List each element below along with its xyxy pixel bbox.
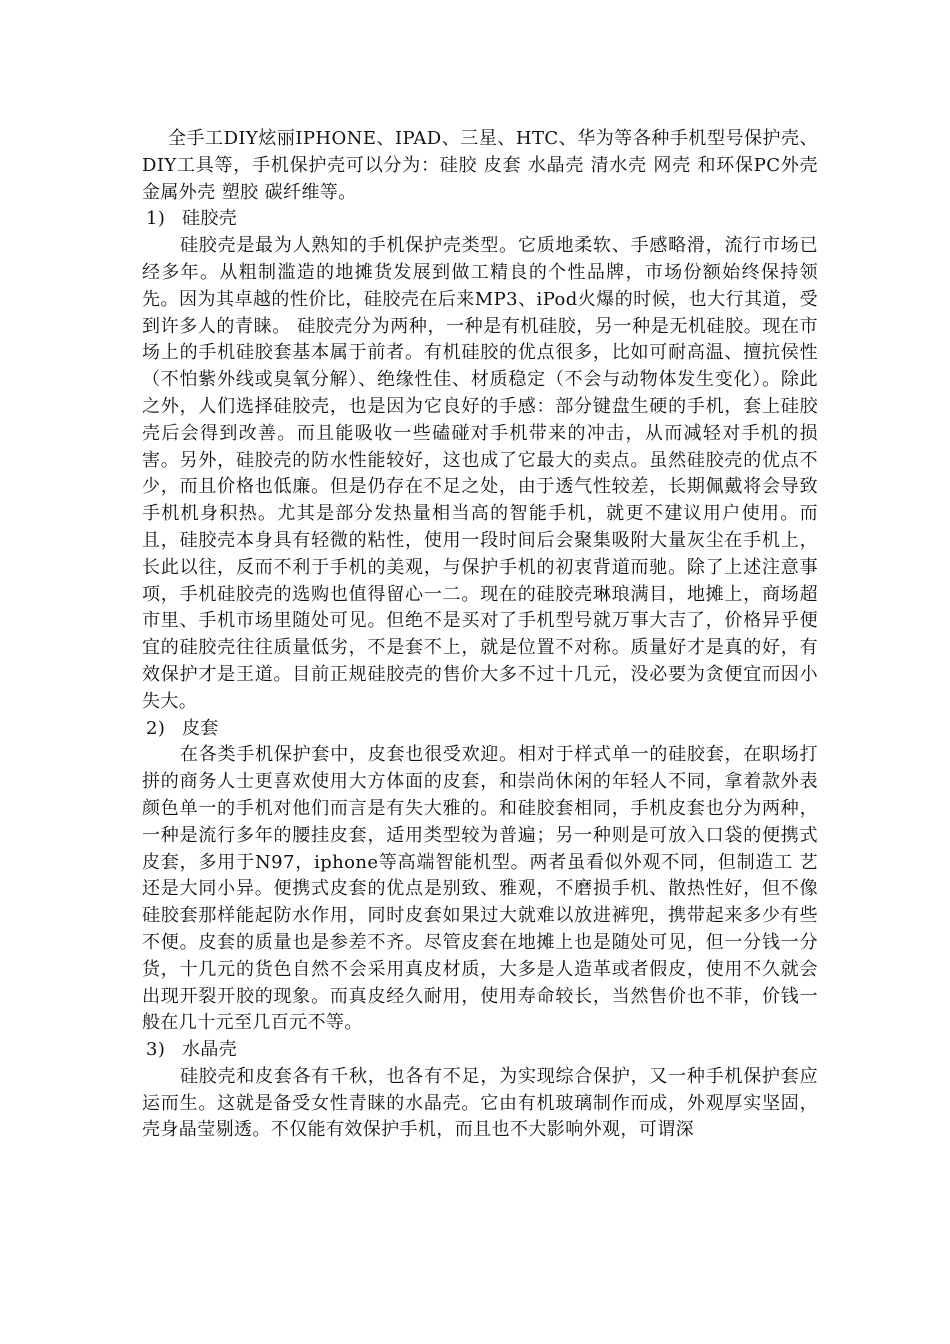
section-heading-silicone [142, 206, 818, 233]
section-body-leather: 在各类手机保护套中，皮套也很受欢迎。相对于样式单一的硅胶套，在职场打拼的商务人士更喜欢使用大方体面的皮套，和崇尚休闲的年轻人不同，拿着款外表颜色单一的手机对他们而言是有失大雅的。和硅胶套相同，手机皮套也分为两种，一种是流行多年的腰挂皮套，适用类型较为普遍；另一种则是可放入口袋的便携式皮套，多用于N97，iphone等高端智能机型。两者虽看似外观不同，但制造工 艺还是大同小异。便携式皮套的优点是别致、雅观，不磨损手机、散热性好，但不像硅胶套那样能起防水作用，同时皮套如果过大就难以放进裤兜，携带起来多少有些不便。皮套的质量也是参差不齐。尽管皮套在地摊上也是随处可见，但一分钱一分货，十几元的货色自然不会采用真皮材质，大多是人造革或者假皮，使用不久就会出现开裂开胶的现象。而真皮经久耐用，使用寿命较长，当然售价也不菲，价钱一般在几十元至几百元不等。 [142, 744, 818, 1034]
section-number: 1) [146, 208, 166, 230]
section-title: 皮套 [182, 717, 219, 739]
section-number: 2) [146, 717, 166, 739]
section-title: 水晶壳 [182, 1039, 238, 1061]
section-title: 硅胶壳 [182, 208, 238, 230]
document-body [142, 126, 818, 1144]
section-body-silicone: 硅胶壳是最为人熟知的手机保护壳类型。它质地柔软、手感略滑，流行市场已经多年。从粗制滥造的地摊货发展到做工精良的个性品牌，市场份额始终保持领先。因为其卓越的性价比，硅胶壳在后来MP3、iPod火爆的时候，也大行其道，受到许多人的青睐。 硅胶壳分为两种，一种是有机硅胶，另一种是无机硅胶。现在市场上的手机硅胶套基本属于前者。有机硅胶的优点很多，比如可耐高温、擅抗侯性（不怕紫外线或臭氧分解）、绝缘性佳、材质稳定（不会与动物体发生变化）。除此之外，人们选择硅胶壳，也是因为它良好的手感：部分键盘生硬的手机，套上硅胶壳后会得到改善。而且能吸收一些磕碰对手机带来的冲击，从而减轻对手机的损害。另外，硅胶壳的防水性能较好，这也成了它最大的卖点。虽然硅胶壳的优点不少，而且价格也低廉。但是仍存在不足之处，由于透气性较差，长期佩戴将会导致手机机身积热。尤其是部分发热量相当高的智能手机，就更不建议用户使用。而且，硅胶壳本身具有轻微的粘性，使用一段时间后会聚集吸附大量灰尘在手机上，长此以往，反而不利于手机的美观，与保护手机的初衷背道而驰。除了上述注意事项，手机硅胶壳的选购也值得留心一二。现在的硅胶壳琳琅满目，地摊上，商场超市里、手机市场里随处可见。但绝不是买对了手机型号就万事大吉了，价格异乎便宜的硅胶壳往往质量低劣，不是套不上，就是位置不对称。质量好才是真的好，有效保护才是王道。目前正规硅胶壳的售价大多不过十几元，没必要为贪便宜而因小失大。 [142, 235, 818, 712]
section-heading-crystal [142, 1037, 818, 1064]
intro-paragraph: 全手工DIY炫丽IPHONE、IPAD、三星、HTC、华为等各种手机型号保护壳、DIY工具等，手机保护壳可以分为：硅胶 皮套 水晶壳 清水壳 网壳 和环保PC外壳金属外壳 塑胶 碳纤维等。 [142, 128, 818, 203]
section-number: 3) [146, 1039, 166, 1061]
section-heading-leather [142, 716, 818, 743]
section-body-crystal: 硅胶壳和皮套各有千秋，也各有不足，为实现综合保护，又一种手机保护套应运而生。这就是备受女性青睐的水晶壳。它由有机玻璃制作而成，外观厚实坚固，壳身晶莹剔透。不仅能有效保护手机，而且也不大影响外观，可谓深 [142, 1065, 818, 1141]
